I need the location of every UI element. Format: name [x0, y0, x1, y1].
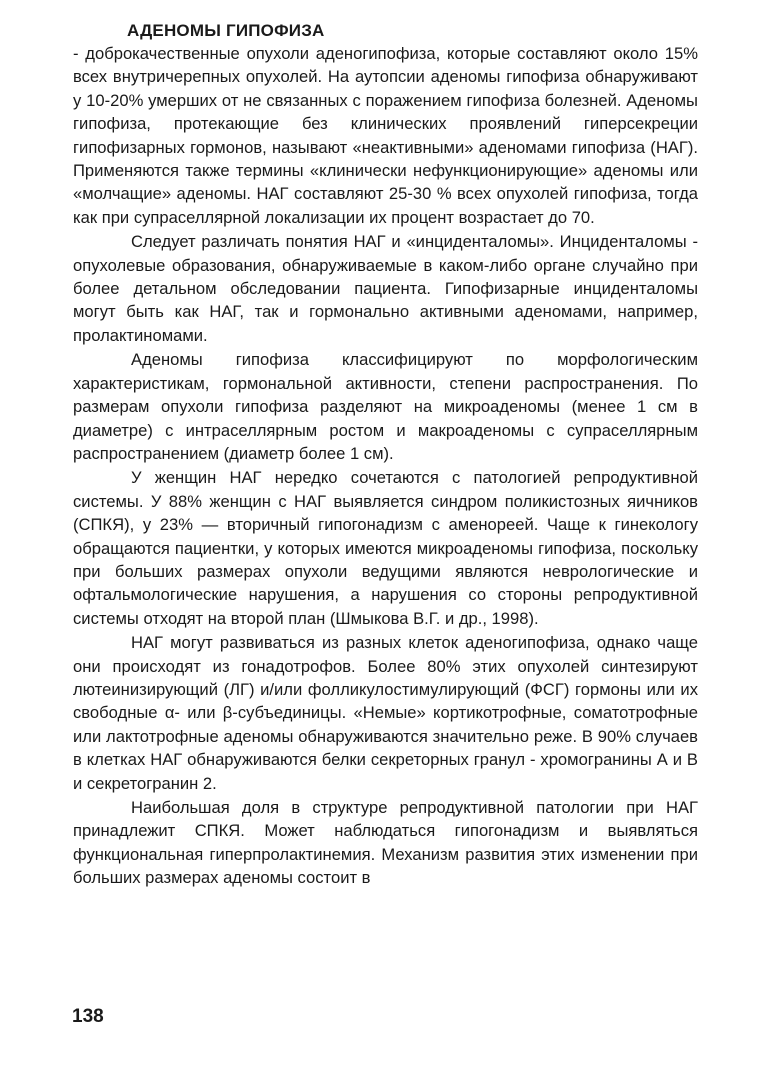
- paragraph-origin: НАГ могут развиваться из разных клеток аденогипофиза, однако чаще они происходят из гонадотрофов. Более 80% этих опухолей синтезируют лютеинизирующий (ЛГ) и/или фолликулостимулирующий (ФСГ) гормоны или их свободные α- или β-субъединицы. «Немые» кортикотрофные, соматотрофные или лактотрофные аденомы обнаруживаются значительно реже. В 90% случаев в клетках НАГ обнаруживаются белки секреторных гранул - хромогранины А и В и секретогранин 2.: [73, 633, 698, 793]
- paragraph-incidentaloma: Следует различать понятия НАГ и «инциденталомы». Инциденталомы - опухолевые образования, обнаруживаемые в каком-либо органе случайно при более детальном обследовании пациента. Гипофизарные инциденталомы могут быть как НАГ, так и гормонально активными аденомами, например, пролактиномами.: [73, 232, 698, 345]
- paragraph-women: У женщин НАГ нередко сочетаются с патологией репродуктивной системы. У 88% женщин с НАГ выявляется синдром поликистозных яичников (СПКЯ), у 23% — вторичный гипогонадизм с аменореей. Чаще к гинекологу обращаются пациентки, у которых имеются микроаденомы гипофиза, поскольку при больших размерах опухоли ведущими являются неврологические и офтальмологические нарушения, а нарушения со стороны репродуктивной системы отходят на второй план (Шмыкова В.Г. и др., 1998).: [73, 468, 698, 628]
- paragraph-definition: - доброкачественные опухоли аденогипофиза, которые составляют около 15% всех внутричерепных опухолей. На аутопсии аденомы гипофиза обнаруживают у 10-20% умерших от не связанных с поражением гипофиза болезней. Аденомы гипофиза, протекающие без клинических проявлений гиперсекреции гипофизарных гормонов, называют «неактивными» аденомами гипофиза (НАГ). Применяются также термины «клинически нефункционирующие» аденомы или «молчащие» аденомы. НАГ составляют 25-30 % всех опухолей гипофиза, тогда как при супраселлярной локализации их процент возрастает до 70.: [73, 44, 698, 227]
- paragraph-classification: Аденомы гипофиза классифицируют по морфологическим характеристикам, гормональной активности, степени распространения. По размерам опухоли гипофиза разделяют на микроаденомы (менее 1 см в диаметре) с интраселлярным ростом и макроаденомы с супраселлярным распространением (диаметр более 1 см).: [73, 350, 698, 463]
- paragraph-reproductive: Наибольшая доля в структуре репродуктивной патологии при НАГ принадлежит СПКЯ. Может наблюдаться гипогонадизм и выявляться функциональная гиперпролактинемия. Механизм развития этих изменении при больших размерах аденомы состоит в: [73, 798, 698, 888]
- page-number: 138: [72, 1006, 104, 1027]
- page-body: [73, 20, 698, 890]
- section-heading: АДЕНОМЫ ГИПОФИЗА: [127, 21, 325, 40]
